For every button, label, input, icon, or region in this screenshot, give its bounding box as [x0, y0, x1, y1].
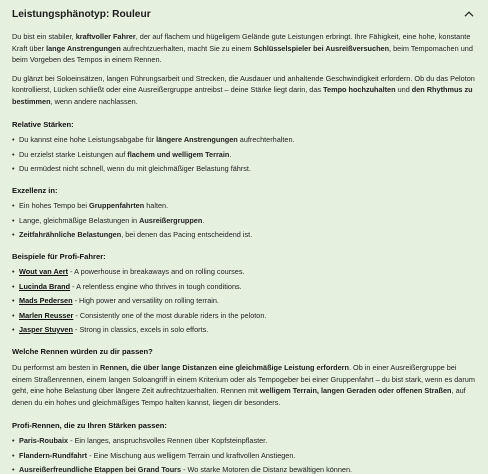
body-text: - Ein langes, anspruchsvolles Rennen über Kopfsteinpflaster.	[68, 436, 268, 445]
body-text: , bei denen das Pacing entscheidend ist.	[121, 230, 253, 239]
body-text: Lange, gleichmäßige Belastungen in	[19, 215, 140, 225]
list-item	[12, 451, 476, 460]
panel-title: Leistungsphänotyp: Rouleur	[12, 8, 151, 20]
list-item	[12, 436, 476, 445]
emphasis-text: Paris-Roubaix	[19, 436, 69, 445]
body-text: .	[202, 215, 205, 225]
body-text: - Strong in classics, excels in solo efforts.	[72, 325, 209, 334]
body-text: Du kannst eine hohe Leistungsabgabe für	[19, 135, 157, 144]
section-list	[12, 267, 476, 334]
section-heading: Relative Stärken:	[12, 120, 74, 129]
emphasis-text: Ausreißerfreundliche Etappen bei Grand Tours	[19, 465, 182, 474]
section-list	[12, 201, 476, 239]
emphasis-text: kraftvoller Fahrer	[75, 32, 136, 41]
emphasis-text: längere Anstrengungen	[156, 135, 238, 144]
section-heading: Welche Rennen würden zu dir passen?	[12, 347, 153, 356]
body-text: .	[229, 149, 232, 159]
body-text: Du bist ein stabiler,	[12, 32, 76, 41]
list-item	[12, 230, 476, 239]
section-heading: Exzellenz in:	[12, 186, 58, 195]
emphasis-text: Ausreißergruppen	[139, 215, 203, 225]
rider-link[interactable]: Mads Pedersen	[19, 296, 73, 305]
body-text: und	[395, 85, 412, 94]
panel-header[interactable]	[12, 7, 476, 21]
list-item	[12, 296, 476, 305]
rider-link[interactable]: Wout van Aert	[19, 267, 69, 276]
body-text: Du ermüdest nicht schnell, wenn du mit gleichmäßiger Belastung fährst.	[19, 164, 251, 173]
body-text: , auf denen du ein hohes und gleichmäßiges Tempo halten kannst, liegen dir besonders.	[12, 386, 466, 407]
body-text: . Ob in einer Ausreißergruppe bei einem Straßenrennen, einem langen Soloangriff in einem Kriterium oder als Tempogeber bei einer Gruppenfahrt – du bist stark, wenn es darum geht, eine hohe Belastung über längere Zeit aufrechtzuerhalten. Rennen mit	[12, 363, 475, 395]
intro-paragraph	[12, 31, 476, 66]
emphasis-text: Zeitfahrähnliche Belastungen	[19, 230, 122, 239]
section-heading: Beispiele für Profi-Fahrer:	[12, 252, 106, 261]
chevron-up-icon[interactable]	[462, 7, 476, 21]
body-text: , wenn andere nachlassen.	[50, 96, 138, 106]
emphasis-text: welligem Terrain, langen Geraden oder offenen Straßen	[259, 386, 452, 395]
body-text: , beim Tempomachen und beim Vorgeben des Tempos in einem Rennen.	[12, 43, 473, 64]
body-text: , der auf flachem und hügeligem Gelände gute Leistungen erbringt. Ihre Fähigkeit, eine hohe, konstante Kraft über	[12, 32, 471, 53]
emphasis-text: Rennen, die über lange Distanzen eine gleichmäßige Leistung erfordern	[100, 363, 349, 372]
body-text: - A powerhouse in breakaways and on rolling courses.	[68, 267, 245, 276]
body-text: - High power and versatility on rolling terrain.	[72, 296, 219, 305]
rider-link[interactable]: Lucinda Brand	[19, 281, 71, 291]
list-item	[12, 164, 476, 173]
rider-link[interactable]: Jasper Stuyven	[19, 325, 73, 334]
body-text: - A relentless engine who thrives in tough conditions.	[70, 281, 242, 291]
body-text: aufrechtzuerhalten, macht Sie zu einem	[120, 43, 254, 53]
emphasis-text: Flandern-Rundfahrt	[19, 450, 88, 460]
list-item	[12, 282, 476, 291]
list-item	[12, 150, 476, 159]
panel-content	[12, 31, 476, 474]
list-item	[12, 325, 476, 334]
body-text: Du performst am besten in	[12, 363, 101, 372]
list-item	[12, 311, 476, 320]
emphasis-text: Gruppenfahrten	[89, 201, 145, 210]
intro-paragraph	[12, 73, 476, 108]
list-item	[12, 201, 476, 210]
emphasis-text: den Rhythmus zu bestimmen	[12, 85, 473, 106]
rider-link[interactable]: Marlen Reusser	[19, 310, 74, 320]
list-item	[12, 267, 476, 276]
body-text: Du glänzt bei Soloeinsätzen, langen Führungsarbeit und Strecken, die Ausdauer und anhaltende Geschwindigkeit erfordern. Ob du das Peloton kontrollierst, Lücken schließt oder eine Ausreißergruppe antreibst – deine Stärke liegt darin, das	[12, 73, 475, 94]
body-text: - Wo starke Motoren die Distanz bewältigen können.	[181, 465, 353, 474]
list-item	[12, 135, 476, 144]
emphasis-text: Schlüsselspieler bei Ausreißversuchen	[253, 43, 390, 53]
section-paragraph	[12, 362, 476, 408]
list-item	[12, 216, 476, 225]
body-text: - Consistently one of the most durable riders in the peloton.	[73, 310, 267, 320]
section-heading: Profi-Rennen, die zu Ihren Stärken passen:	[12, 421, 167, 430]
section-list	[12, 135, 476, 173]
emphasis-text: Tempo hochzuhalten	[323, 85, 396, 94]
body-text: - Eine Mischung aus welligem Terrain und kraftvollen Anstiegen.	[87, 450, 296, 460]
emphasis-text: lange Anstrengungen	[46, 43, 121, 53]
body-text: halten.	[144, 201, 169, 210]
body-text: Ein hohes Tempo bei	[19, 201, 90, 210]
section-list	[12, 436, 476, 474]
body-text: Du erzielst starke Leistungen auf	[19, 149, 128, 159]
emphasis-text: flachem und welligem Terrain	[127, 149, 230, 159]
body-text: aufrechterhalten.	[237, 135, 295, 144]
